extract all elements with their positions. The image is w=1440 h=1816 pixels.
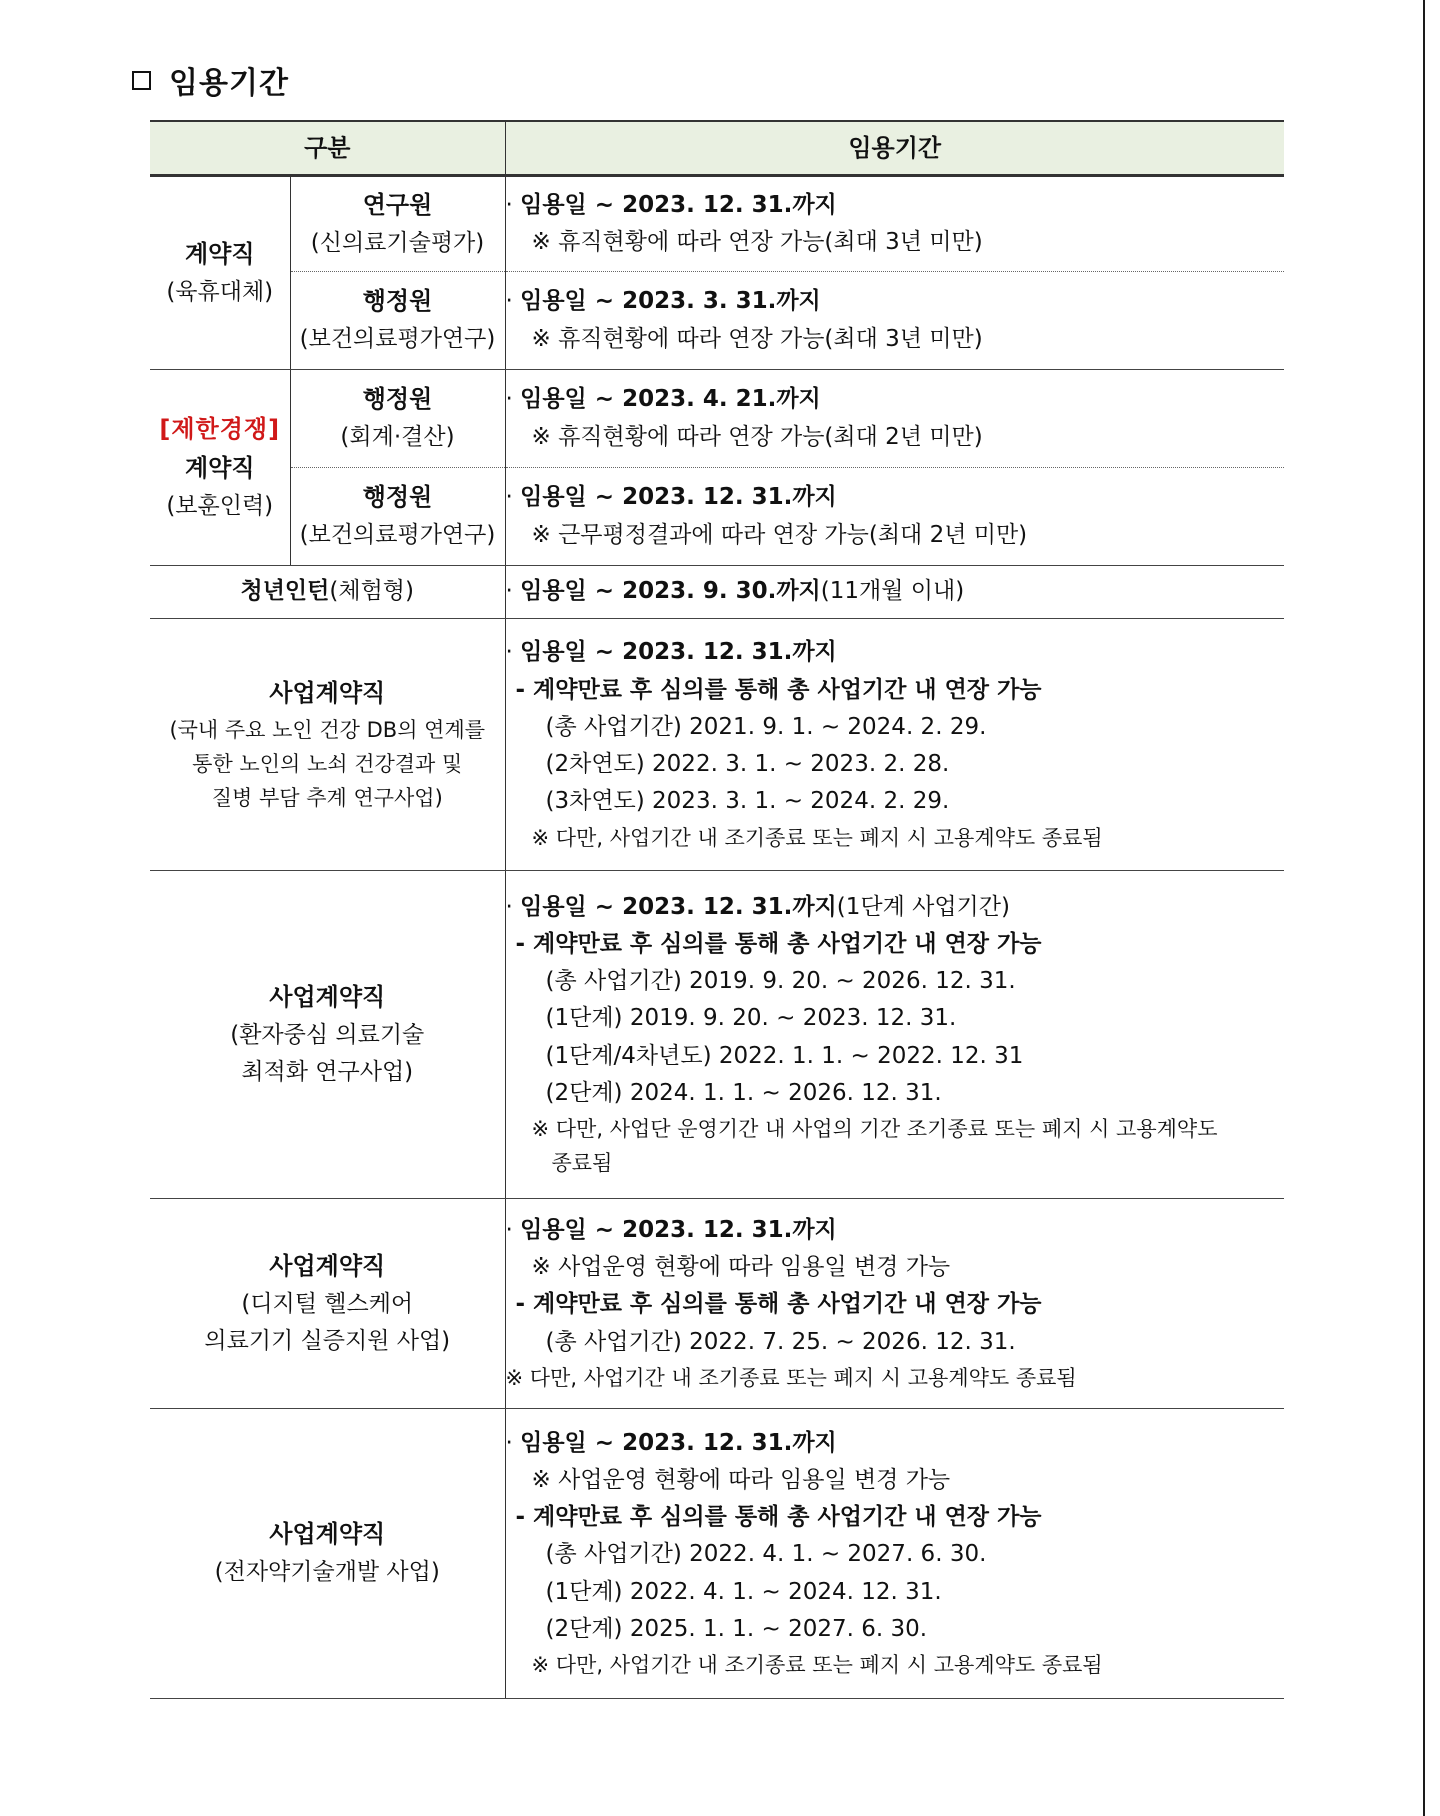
period-line: (총 사업기간) 2021. 9. 1. ~ 2024. 2. 29. — [545, 713, 987, 740]
project4-desc: (전자약기술개발 사업) — [214, 1559, 440, 1586]
period-note: ※ 휴직현황에 따라 연장 가능(최대 3년 미만) — [531, 229, 983, 255]
bullet-icon: · — [505, 191, 513, 218]
group1-sub-2 — [290, 272, 505, 370]
period-note: ※ 휴직현황에 따라 연장 가능(최대 3년 미만) — [531, 325, 983, 352]
project4-period — [505, 1409, 1284, 1699]
project2-title: 사업계약직 — [269, 982, 386, 1011]
extension-note: - 계약만료 후 심의를 통해 총 사업기간 내 연장 가능 — [515, 676, 1042, 703]
group2-period-1 — [505, 370, 1284, 468]
period-note: ※ 사업운영 현황에 따라 임용일 변경 가능 — [531, 1254, 951, 1281]
period-main: 임용일 ~ 2023. 12. 31.까지 — [520, 893, 837, 920]
sub-title: 연구원 — [362, 190, 433, 219]
section-title: 임용기간 — [169, 66, 289, 101]
group1-period-1 — [505, 176, 1284, 272]
group2-category — [150, 370, 290, 566]
table-row — [150, 176, 1284, 272]
intern-category — [150, 566, 505, 619]
period-line: (1단계) 2019. 9. 20. ~ 2023. 12. 31. — [545, 1005, 957, 1032]
sub-note: (신의료기술평가) — [310, 229, 485, 256]
project1-title: 사업계약직 — [269, 679, 386, 708]
period-main: 임용일 ~ 2023. 9. 30.까지 — [520, 578, 821, 605]
period-suffix: (1단계 사업기간) — [836, 893, 1010, 920]
group1-category — [150, 176, 290, 370]
project2-desc: (환자중심 의료기술 — [230, 1021, 425, 1048]
sub-title: 행정원 — [362, 287, 433, 316]
period-line: (3차연도) 2023. 3. 1. ~ 2024. 2. 29. — [545, 788, 950, 815]
bullet-icon: · — [505, 484, 513, 511]
footnote: ※ 다만, 사업기간 내 조기종료 또는 폐지 시 고용계약도 종료됨 — [531, 825, 1103, 850]
period-line: (1단계) 2022. 4. 1. ~ 2024. 12. 31. — [545, 1578, 942, 1605]
checkbox-square-icon — [132, 71, 151, 90]
footnote: ※ 다만, 사업기간 내 조기종료 또는 폐지 시 고용계약도 종료됨 — [505, 1365, 1077, 1390]
bullet-icon: · — [505, 893, 513, 920]
period-line: (1단계/4차년도) 2022. 1. 1. ~ 2022. 12. 31 — [545, 1042, 1024, 1069]
group2-note: (보훈인력) — [166, 492, 274, 519]
period-note: ※ 근무평정결과에 따라 연장 가능(최대 2년 미만) — [531, 521, 1028, 548]
bullet-icon: · — [505, 288, 513, 315]
intern-title: 청년인턴 — [240, 578, 330, 605]
period-note: ※ 휴직현황에 따라 연장 가능(최대 2년 미만) — [531, 423, 983, 450]
intern-period — [505, 566, 1284, 619]
page-edge-line — [1423, 0, 1425, 1816]
period-suffix: (11개월 이내) — [820, 578, 965, 605]
table-row — [150, 1199, 1284, 1409]
project1-period — [505, 619, 1284, 871]
section-heading — [132, 58, 289, 102]
table-row — [150, 272, 1284, 370]
sub-note: (보건의료평가연구) — [299, 326, 496, 353]
period-note: ※ 사업운영 현황에 따라 임용일 변경 가능 — [531, 1466, 951, 1493]
project3-category — [150, 1199, 505, 1409]
group1-period-2 — [505, 272, 1284, 370]
period-main: 임용일 ~ 2023. 12. 31.까지 — [520, 191, 837, 218]
bullet-icon: · — [505, 1216, 513, 1243]
period-line: (총 사업기간) 2022. 4. 1. ~ 2027. 6. 30. — [545, 1541, 987, 1568]
appointment-period-table — [150, 120, 1284, 1699]
period-main: 임용일 ~ 2023. 12. 31.까지 — [520, 484, 837, 511]
project4-category — [150, 1409, 505, 1699]
period-main: 임용일 ~ 2023. 12. 31.까지 — [520, 639, 837, 666]
group2-period-2 — [505, 468, 1284, 566]
table-row — [150, 871, 1284, 1199]
project1-category — [150, 619, 505, 871]
project3-period — [505, 1199, 1284, 1409]
period-main: 임용일 ~ 2023. 12. 31.까지 — [520, 1216, 837, 1243]
sub-title: 행정원 — [362, 385, 433, 414]
project3-desc: 의료기기 실증지원 사업) — [204, 1327, 451, 1354]
period-line: (2차연도) 2022. 3. 1. ~ 2023. 2. 28. — [545, 751, 950, 778]
extension-note: - 계약만료 후 심의를 통해 총 사업기간 내 연장 가능 — [515, 930, 1042, 957]
extension-note: - 계약만료 후 심의를 통해 총 사업기간 내 연장 가능 — [515, 1291, 1042, 1318]
project4-title: 사업계약직 — [269, 1520, 386, 1549]
project1-desc: (국내 주요 노인 건강 DB의 연계를 — [169, 717, 486, 742]
table-row — [150, 1409, 1284, 1699]
group1-sub-1 — [290, 176, 505, 272]
bullet-icon: · — [505, 386, 513, 413]
header-category: 구분 — [150, 121, 505, 176]
table-row — [150, 566, 1284, 619]
project1-desc: 통한 노인의 노쇠 건강결과 및 — [192, 751, 463, 776]
period-line: (총 사업기간) 2019. 9. 20. ~ 2026. 12. 31. — [545, 968, 1016, 995]
footnote-continued: 종료됨 — [551, 1151, 613, 1176]
period-main: 임용일 ~ 2023. 12. 31.까지 — [520, 1429, 837, 1456]
bullet-icon: · — [505, 578, 513, 605]
bullet-icon: · — [505, 639, 513, 666]
project2-desc: 최적화 연구사업) — [241, 1058, 414, 1085]
sub-title: 행정원 — [362, 483, 433, 512]
sub-note: (보건의료평가연구) — [299, 522, 496, 549]
table-row — [150, 619, 1284, 871]
footnote: ※ 다만, 사업단 운영기간 내 사업의 기간 조기종료 또는 폐지 시 고용계약도 — [531, 1117, 1218, 1142]
sub-note: (회계·결산) — [340, 424, 455, 451]
project3-title: 사업계약직 — [269, 1251, 386, 1280]
project3-desc: (디지털 헬스케어 — [241, 1290, 414, 1317]
project2-category — [150, 871, 505, 1199]
period-line: (총 사업기간) 2022. 7. 25. ~ 2026. 12. 31. — [545, 1328, 1016, 1355]
period-main: 임용일 ~ 2023. 4. 21.까지 — [520, 386, 821, 413]
group2-sub-1 — [290, 370, 505, 468]
project1-desc: 질병 부담 추계 연구사업) — [211, 785, 443, 810]
table-row — [150, 468, 1284, 566]
extension-note: - 계약만료 후 심의를 통해 총 사업기간 내 연장 가능 — [515, 1504, 1042, 1531]
group1-title: 계약직 — [184, 239, 255, 268]
table-row — [150, 370, 1284, 468]
period-line: (2단계) 2025. 1. 1. ~ 2027. 6. 30. — [545, 1615, 928, 1642]
bullet-icon: · — [505, 1429, 513, 1456]
header-period: 임용기간 — [505, 121, 1284, 176]
group1-note: (육휴대체) — [166, 278, 274, 305]
group2-title: 계약직 — [184, 453, 255, 482]
project2-period — [505, 871, 1284, 1199]
footnote: ※ 다만, 사업기간 내 조기종료 또는 폐지 시 고용계약도 종료됨 — [531, 1653, 1103, 1678]
period-line: (2단계) 2024. 1. 1. ~ 2026. 12. 31. — [545, 1079, 942, 1106]
restricted-tag: [제한경쟁] — [159, 415, 281, 443]
table-header-row — [150, 121, 1284, 176]
intern-note: (체험형) — [329, 578, 414, 605]
group2-sub-2 — [290, 468, 505, 566]
period-main: 임용일 ~ 2023. 3. 31.까지 — [520, 288, 821, 315]
